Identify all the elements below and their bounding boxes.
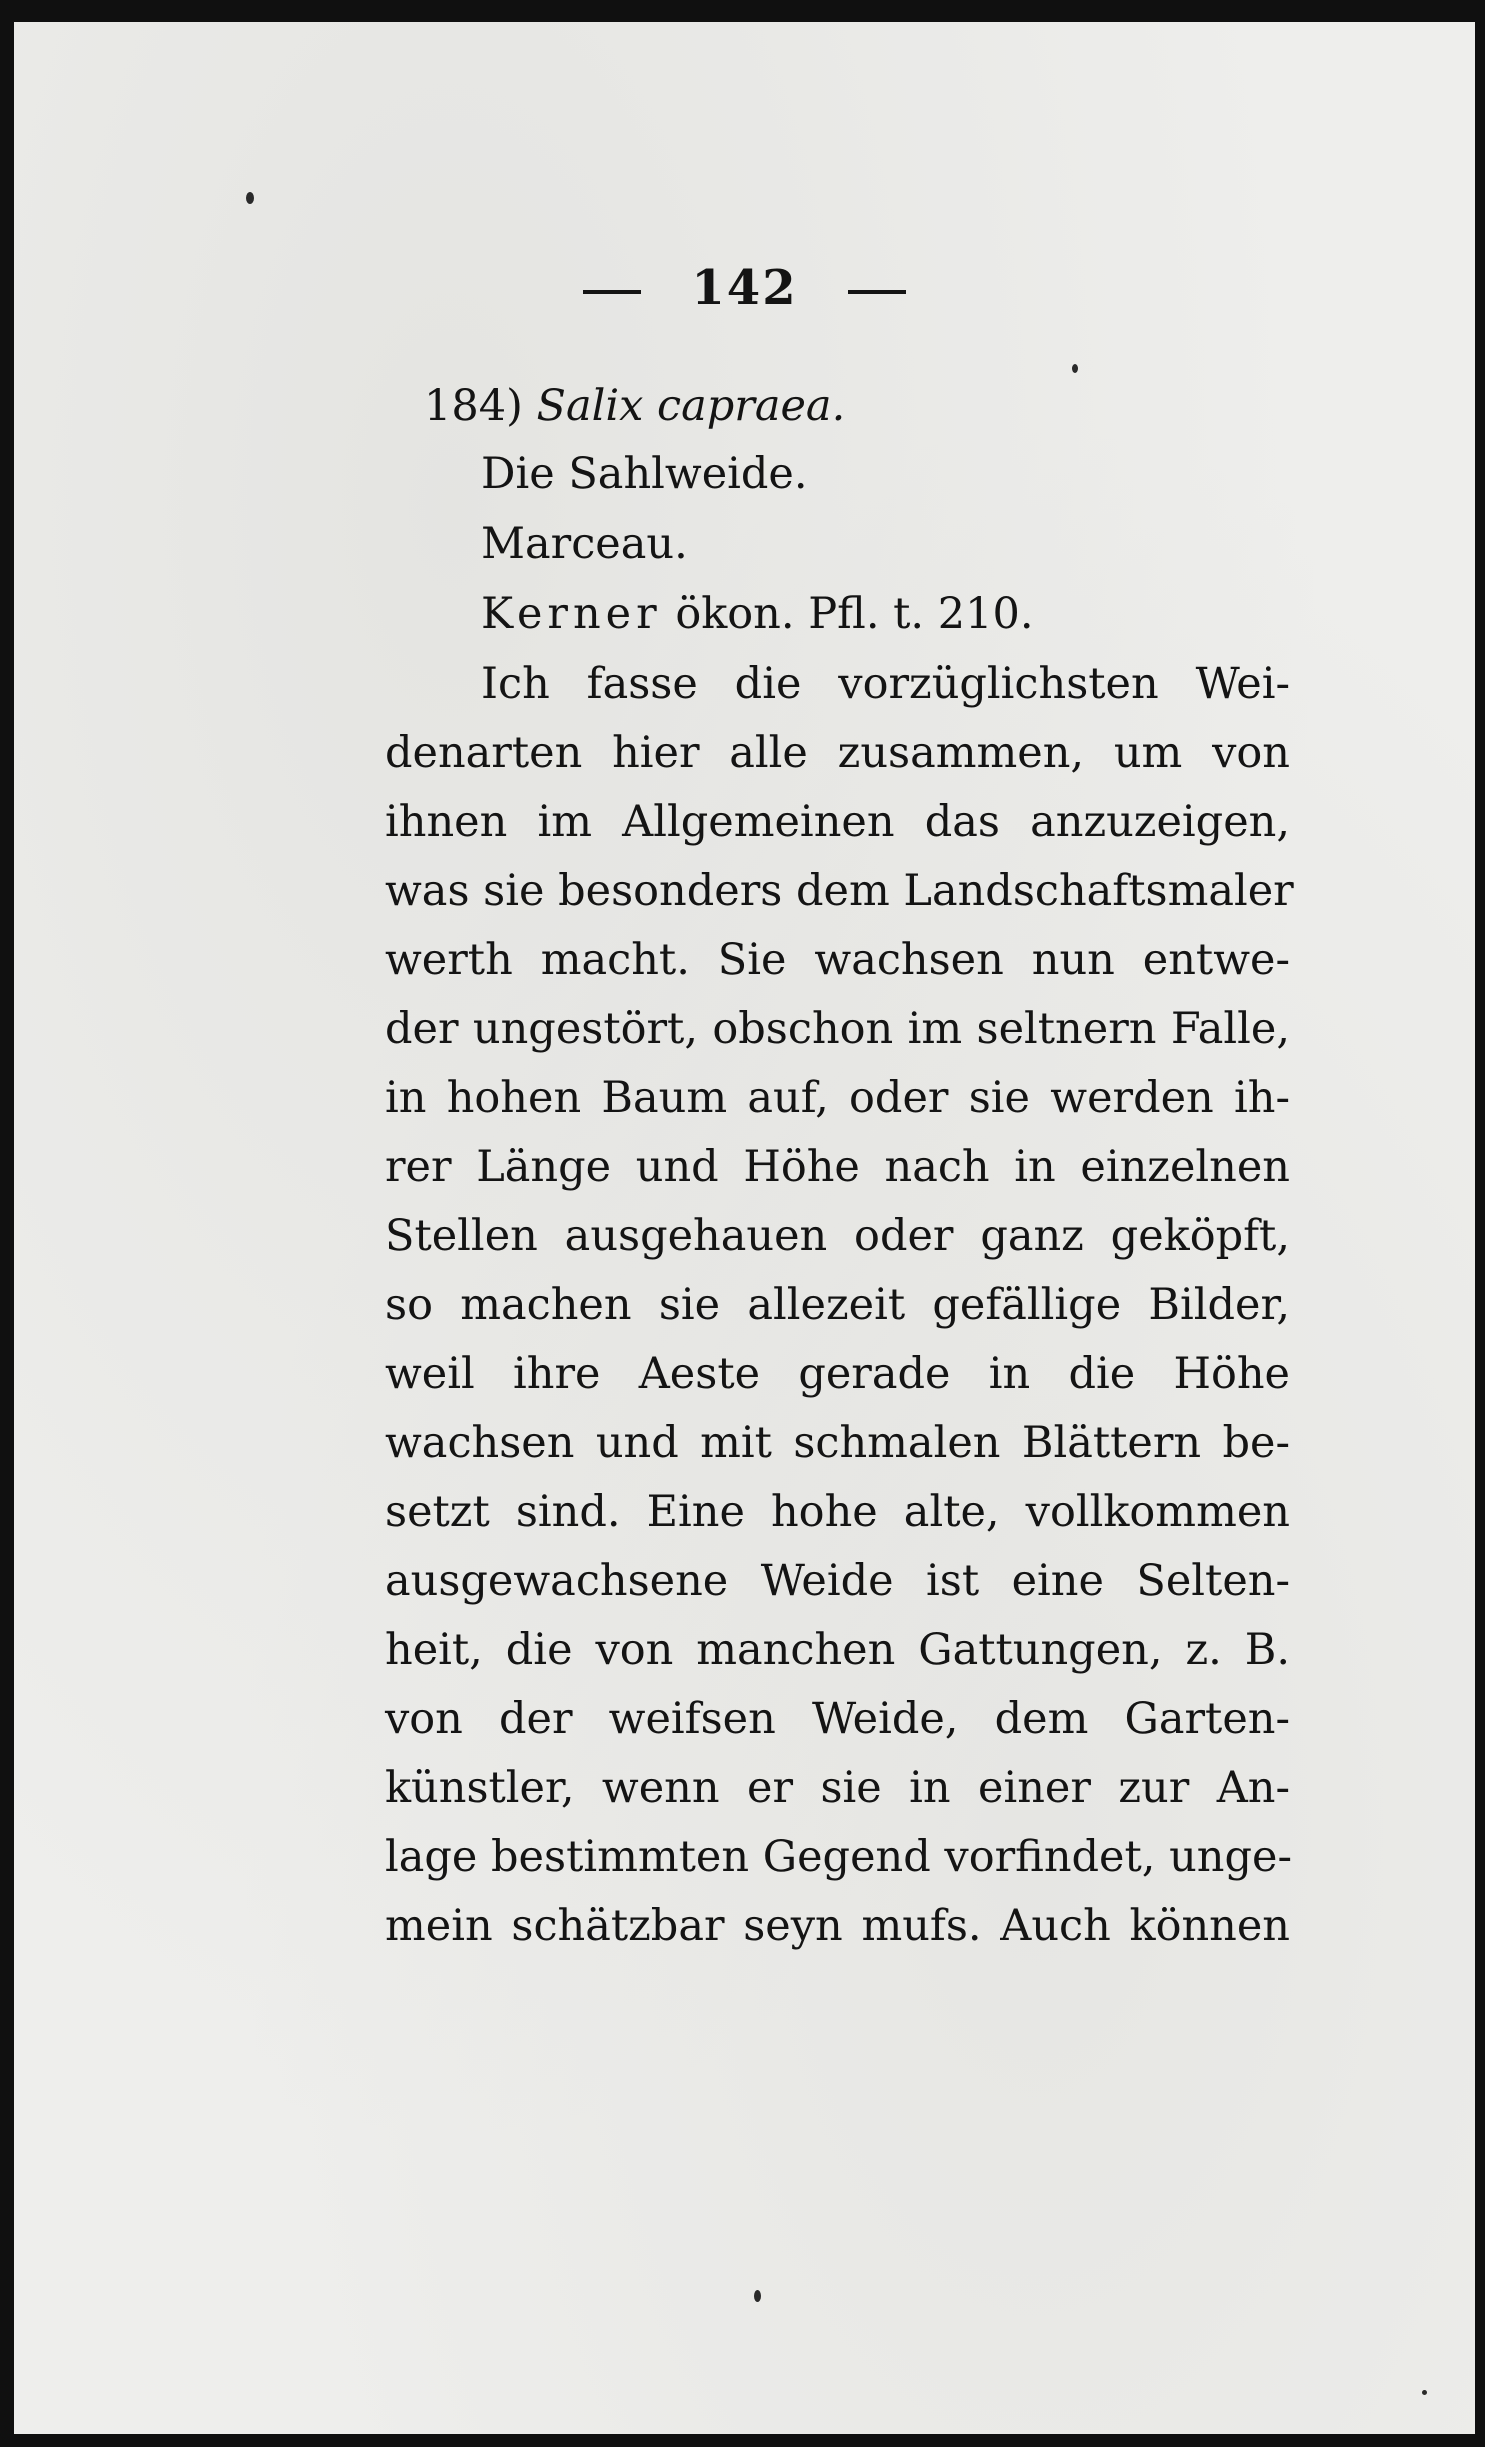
ink-speck: [1072, 364, 1078, 373]
ink-speck: [1422, 2390, 1427, 2395]
body-line: Ich fasse die vorzüglichsten Wei-: [481, 659, 1290, 709]
book-page: [14, 22, 1475, 2434]
entry-number: 184): [424, 381, 523, 431]
body-line: lage bestimmten Gegend vorfindet, unge-: [385, 1832, 1292, 1882]
body-line: setzt sind. Eine hohe alte, vollkommen: [385, 1487, 1290, 1537]
ink-speck: [754, 2290, 761, 2302]
reference-author: Kerner: [481, 589, 662, 639]
page-number: 142: [691, 260, 798, 316]
entry-reference: [481, 586, 1034, 642]
body-line: ihnen im Allgemeinen das anzuzeigen,: [385, 797, 1290, 847]
header-dash-left: [583, 290, 641, 294]
ink-speck: [246, 192, 254, 204]
body-line: was sie besonders dem Landschaftsmaler: [385, 866, 1294, 916]
body-line: der ungestört, obschon im seltnern Falle,: [385, 1004, 1290, 1054]
body-line: Stellen ausgehauen oder ganz geköpft,: [385, 1211, 1290, 1261]
body-line: heit, die von manchen Gattungen, z. B.: [385, 1625, 1290, 1675]
body-line: so machen sie allezeit gefällige Bilder,: [385, 1280, 1290, 1330]
body-line: in hohen Baum auf, oder sie werden ih-: [385, 1073, 1290, 1123]
entry-german-name: Die Sahlweide.: [481, 449, 808, 499]
body-line: wachsen und mit schmalen Blättern be-: [385, 1418, 1290, 1468]
body-line: mein schätzbar seyn mufs. Auch können: [385, 1901, 1290, 1951]
header-dash-right: [848, 290, 906, 294]
reference-details: ökon. Pfl. t. 210.: [675, 589, 1034, 639]
page-header: [14, 260, 1475, 316]
body-line: ausgewachsene Weide ist eine Selten-: [385, 1556, 1290, 1606]
body-line: werth macht. Sie wachsen nun entwe-: [385, 935, 1290, 985]
body-line: rer Länge und Höhe nach in einzelnen: [385, 1142, 1290, 1192]
body-line: weil ihre Aeste gerade in die Höhe: [385, 1349, 1290, 1399]
body-line: von der weifsen Weide, dem Garten-: [385, 1694, 1290, 1744]
body-line: künstler, wenn er sie in einer zur An-: [385, 1763, 1290, 1813]
entry-french-name: Marceau.: [481, 519, 688, 569]
entry-latin-name: Salix capraea.: [536, 381, 846, 431]
body-line: denarten hier alle zusammen, um von: [385, 728, 1290, 778]
entry-heading: [424, 378, 845, 434]
